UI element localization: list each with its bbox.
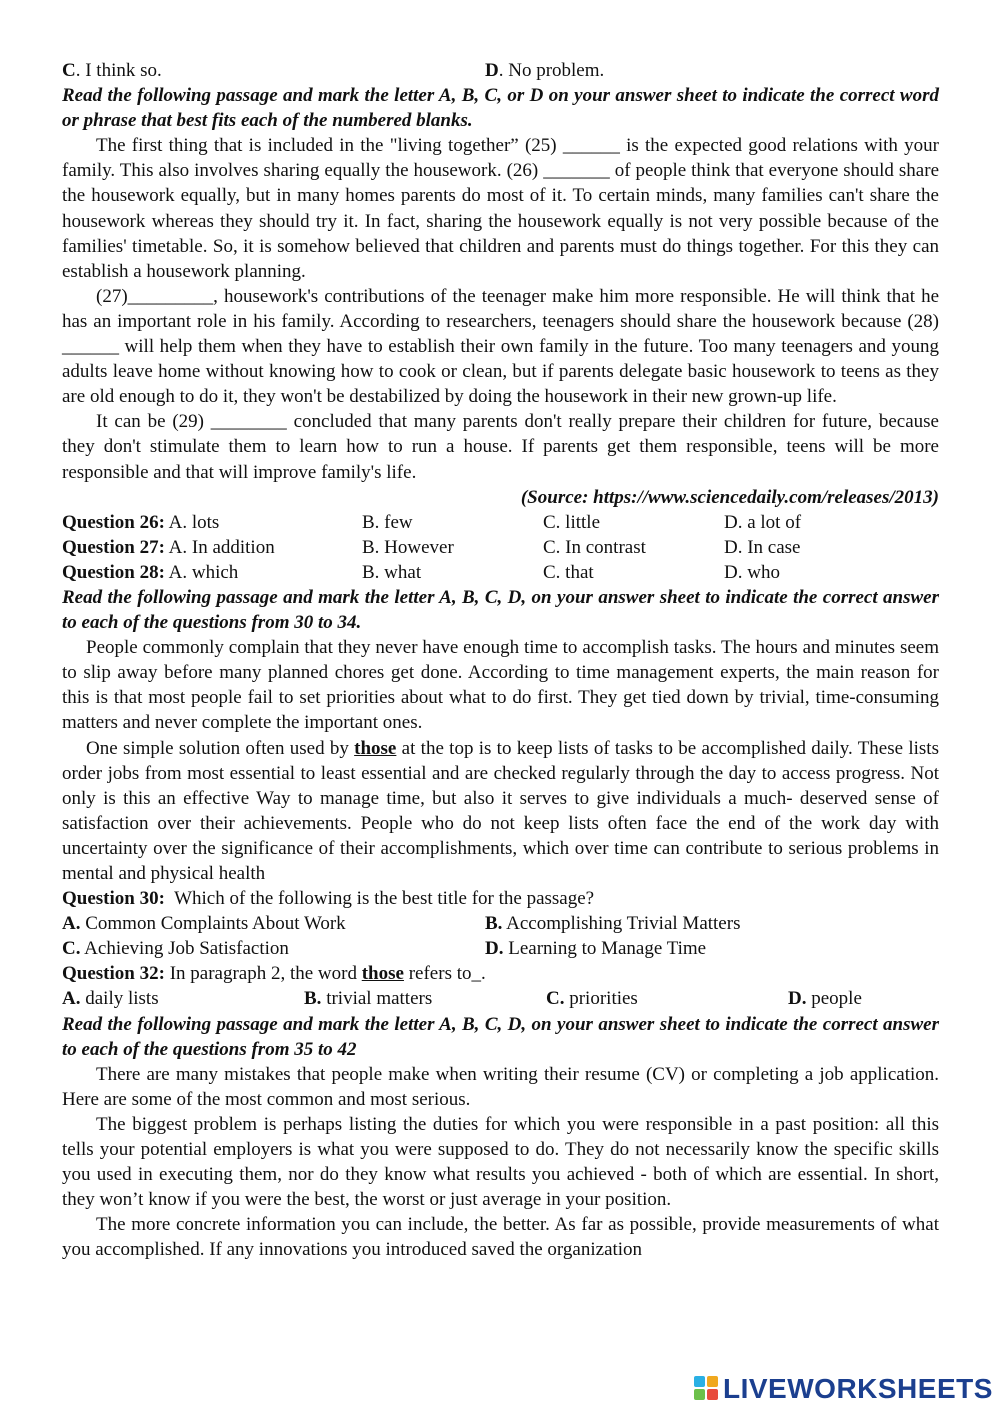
answer-b: B. However: [362, 536, 454, 558]
option-text: . I think so.: [75, 60, 162, 81]
logo-text: LIVEWORKSHEETS: [723, 1373, 993, 1404]
answer-b: B. what: [362, 561, 422, 583]
question-32: [62, 961, 939, 986]
question-28: [62, 560, 939, 585]
question-label: Question 32:: [62, 963, 165, 985]
answer-a: A. lots: [168, 511, 220, 533]
option-text: Achieving Job Satisfaction: [80, 938, 289, 960]
option-text: trivial matters: [321, 988, 433, 1010]
option-text: Common Complaints About Work: [80, 913, 346, 935]
passage1-source: (Source: https://www.sciencedaily.com/releases/2013): [520, 486, 939, 508]
answer-a: [62, 911, 485, 936]
passage3-paragraph-2: The biggest problem is perhaps listing the duties for which you were responsible in a past position: all this tells your potential employers is what you were supposed to do. They do not necessarily know the specific skills you used in executing them, nor do they know what results you achieved - both of which are essential. In short, they won’t know if you were the best, the worst or just average in your position.: [62, 1113, 939, 1211]
question-label: Question 30:: [62, 888, 165, 910]
option-letter: A.: [62, 913, 81, 935]
option-letter: B.: [485, 913, 503, 935]
keyword-those: those: [354, 737, 397, 759]
question-30: [62, 886, 939, 911]
option-letter: C: [62, 60, 76, 81]
answer-a: A. which: [168, 561, 239, 583]
question-32-options: [62, 986, 939, 1011]
paragraph-text: at the top is to keep lists of tasks to be accomplished daily. These lists order jobs from most essential to least essential and are checked regularly through the day to access progress. Not only is this an effective Way to manage time, but also it serves to give individuals a much- deserved sense of satisfaction over their achievements. People who do not keep lists often face the end of the work day with uncertainty over the significance of their accomplishments, which over time can contribute to serious problems in mental and physical health: [62, 737, 939, 884]
answer-d: D. who: [724, 561, 780, 583]
answer-b: B. few: [362, 511, 413, 533]
paragraph-text: One simple solution often used by: [86, 737, 355, 759]
passage1-instruction: Read the following passage and mark the letter A, B, C, or D on your answer sheet to indicate the correct word or phrase that best fits each of the numbered blanks.: [62, 85, 939, 132]
option-letter: A.: [62, 988, 81, 1010]
option-letter: D.: [788, 988, 807, 1010]
option-letter: C.: [62, 938, 81, 960]
answer-c: C. In contrast: [543, 536, 646, 558]
passage1-paragraph-3: It can be (29) ________ concluded that many parents don't really prepare their children for future, because they don't stimulate them to learn how to run a house. If parents get them responsible, teens will be more responsible and that will improve family's life.: [62, 411, 939, 483]
option-letter: C.: [546, 988, 565, 1010]
answer-d: [485, 936, 706, 961]
option-text: priorities: [564, 988, 638, 1010]
question-27: [62, 535, 939, 560]
question-text: refers to_.: [403, 963, 486, 985]
answer-c: C. little: [543, 511, 600, 533]
answer-d: D. a lot of: [724, 511, 802, 533]
logo-grid-icon: [694, 1376, 720, 1402]
answer-c: C. that: [543, 561, 594, 583]
question-text: Which of the following is the best title for the passage?: [164, 888, 595, 910]
worksheet-page: [62, 58, 939, 1263]
answer-c: [62, 936, 485, 961]
answer-d: D. In case: [724, 536, 801, 558]
option-text: daily lists: [80, 988, 159, 1010]
passage1-paragraph-1: The first thing that is included in the "living together” (25) ______ is the expected good relations with your family. This also involves sharing equally the housework. (26) _______ of people think that everyone should share the housework equally, but in many homes parents do most of it. To certain minds, many families can't share the housework whereas they should try it. In fact, sharing the housework equally is not very possible because of the families' timetable. So, it is somehow believed that children and parents must do things together. For this they can establish a housework planning.: [62, 135, 939, 282]
option-letter: B.: [304, 988, 322, 1010]
answer-d: [788, 986, 862, 1011]
question-26: [62, 510, 939, 535]
passage1-paragraph-2: (27)_________, housework's contributions of the teenager make him more responsible. He will think that he has an important role in his family. According to researchers, teenagers should share the housework because (28) ______ will help them when they have to establish their own family in the future. Too many teenagers and young adults leave home without knowing how to cook or clean, but if parents delegate basic housework to teens as they are old enough to do it, they won't be destabilized by doing the housework in their new grown-up life.: [62, 285, 939, 408]
option-d: [485, 58, 604, 83]
keyword-those: those: [361, 963, 404, 985]
passage3-instruction: Read the following passage and mark the letter A, B, C, D, on your answer sheet to indicate the correct answer to each of the questions from 35 to 42: [62, 1013, 939, 1060]
top-options: [62, 58, 939, 83]
question-label: Question 26:: [62, 511, 165, 533]
option-text: people: [806, 988, 862, 1010]
option-text: Learning to Manage Time: [503, 938, 707, 960]
answer-a: A. In addition: [168, 536, 275, 558]
answer-c: [546, 986, 788, 1011]
passage3-paragraph-1: There are many mistakes that people make when writing their resume (CV) or completing a job application. Here are some of the most common and most serious.: [62, 1063, 939, 1110]
question-label: Question 27:: [62, 536, 165, 558]
answer-b: [485, 911, 740, 936]
option-letter: D: [485, 60, 499, 81]
passage2-instruction: Read the following passage and mark the letter A, B, C, D, on your answer sheet to indicate the correct answer to each of the questions from 30 to 34.: [62, 586, 939, 634]
option-text: Accomplishing Trivial Matters: [502, 913, 741, 935]
passage2-paragraph-1: People commonly complain that they never have enough time to accomplish tasks. The hours and minutes seem to slip away before many planned chores get done. According to time management experts, the main reason for this is that most people fail to set priorities about what to do first. They get tied down by trivial, time-consuming matters and never complete the important ones.: [62, 637, 939, 734]
answer-b: [304, 986, 546, 1011]
liveworksheets-logo: [694, 1374, 993, 1404]
option-text: . No problem.: [498, 60, 605, 81]
question-30-row-1: [62, 911, 939, 936]
question-text: In paragraph 2, the word: [164, 963, 362, 985]
option-letter: D.: [485, 938, 504, 960]
passage3-paragraph-3: The more concrete information you can include, the better. As far as possible, provide measurements of what you accomplished. If any innovations you introduced saved the organization: [62, 1214, 939, 1261]
answer-a: [62, 986, 304, 1011]
question-30-row-2: [62, 936, 939, 961]
passage2-paragraph-2: [62, 736, 939, 887]
option-c: [62, 58, 485, 83]
question-label: Question 28:: [62, 561, 165, 583]
